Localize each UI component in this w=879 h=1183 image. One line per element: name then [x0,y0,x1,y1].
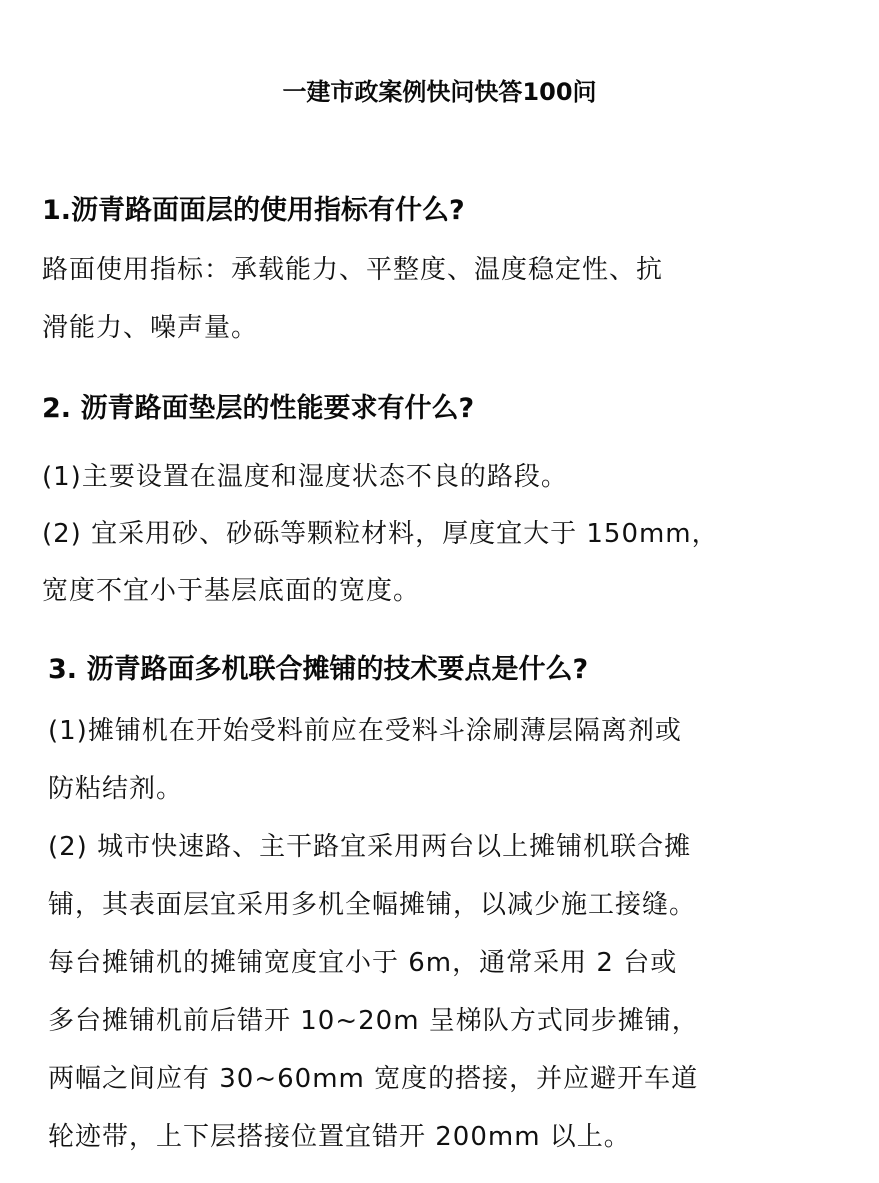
answer-line: 防粘结剂。 [48,774,184,804]
question-heading: 1.沥青路面面层的使用指标有什么? [42,195,465,226]
page-title: 一建市政案例快问快答100问 [282,78,597,106]
answer-line: (1)主要设置在温度和湿度状态不良的路段。 [42,462,568,492]
question-section-3 [48,650,699,1166]
answer-line: 每台摊铺机的摊铺宽度宜小于 6m，通常采用 2 台或 [48,948,678,978]
question-answer [48,702,699,1166]
answer-line: 路面使用指标：承载能力、平整度、温度稳定性、抗 [42,255,664,285]
answer-line: 铺，其表面层宜采用多机全幅摊铺，以减少施工接缝。 [48,890,697,920]
answer-line: 轮迹带，上下层搭接位置宜错开 200mm 以上。 [48,1122,631,1152]
answer-line: (2) 城市快速路、主干路宜采用两台以上摊铺机联合摊 [48,832,692,862]
question-section-1 [42,191,663,357]
answer-line: 滑能力、噪声量。 [42,313,259,343]
question-heading: 2. 沥青路面垫层的性能要求有什么? [42,393,475,424]
answer-line: 宽度不宜小于基层底面的宽度。 [42,576,421,606]
question-section-2 [42,389,719,620]
answer-line: 多台摊铺机前后错开 10~20m 呈梯队方式同步摊铺， [48,1006,699,1036]
question-answer [42,241,663,357]
question-heading: 3. 沥青路面多机联合摊铺的技术要点是什么? [48,654,589,685]
answer-line: (2) 宜采用砂、砂砾等颗粒材料，厚度宜大于 150mm， [42,519,719,549]
answer-line: (1)摊铺机在开始受料前应在受料斗涂刷薄层隔离剂或 [48,716,682,746]
answer-line: 两幅之间应有 30~60mm 宽度的搭接，并应避开车道 [48,1064,699,1094]
question-answer [42,449,719,620]
